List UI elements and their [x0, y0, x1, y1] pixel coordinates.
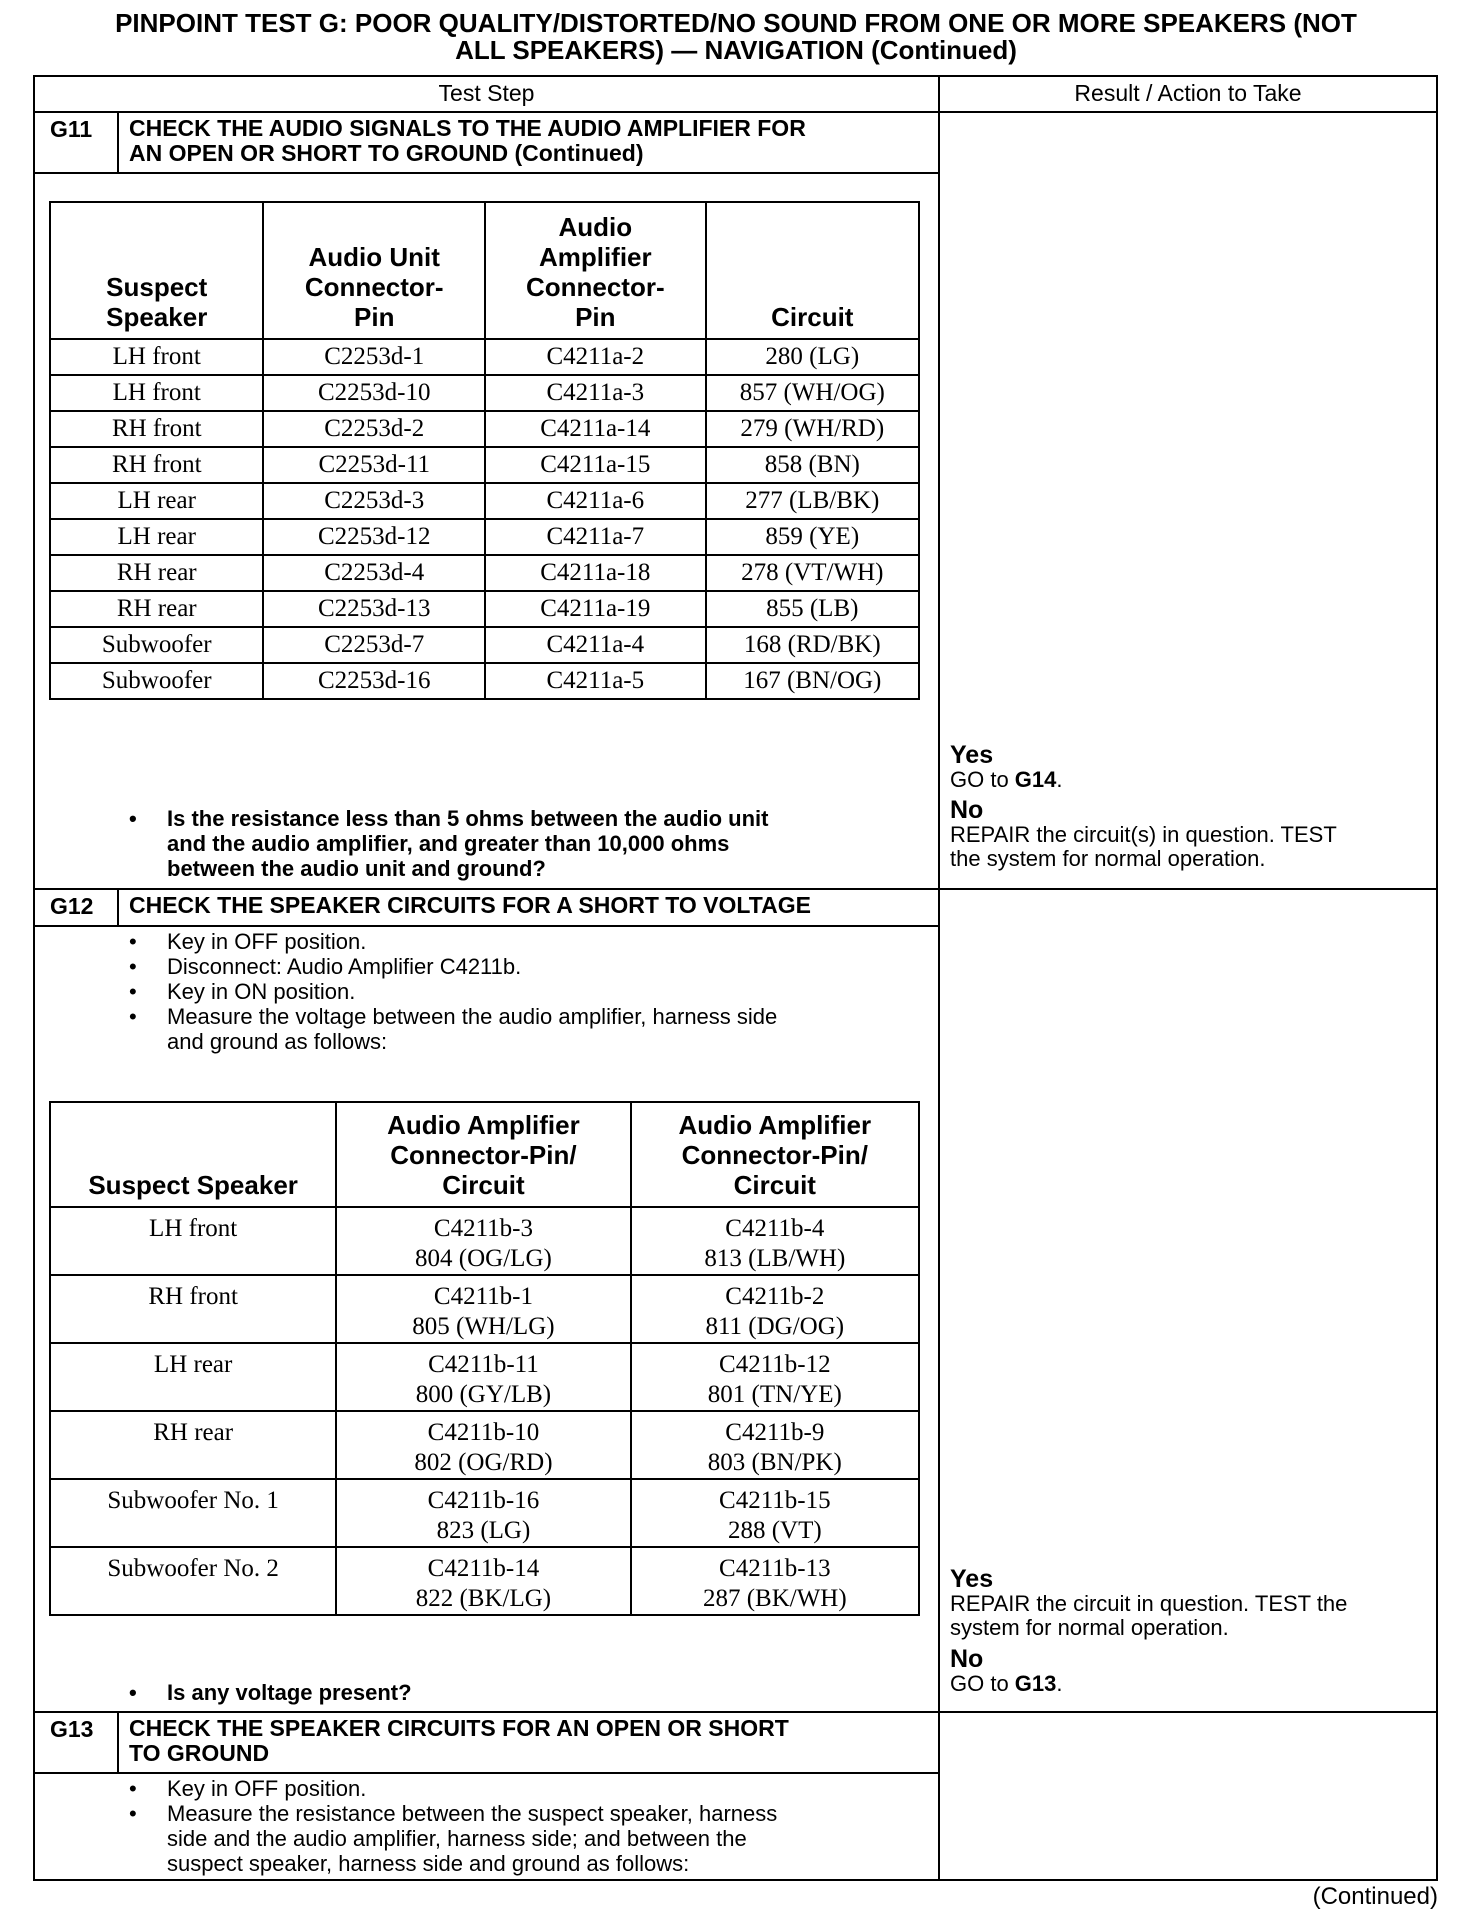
circuit-cell: 859 (YE)	[706, 519, 919, 555]
amplifier-pin-b-cell	[631, 1207, 919, 1275]
page-title-line1: PINPOINT TEST G: POOR QUALITY/DISTORTED/NO SOUND FROM ONE OR MORE SPEAKERS (NOT	[115, 8, 1357, 38]
column-header-audio-amplifier-pin	[485, 202, 706, 339]
g13-instructions	[35, 1776, 935, 1876]
circuit-cell: 280 (LG)	[706, 339, 919, 375]
header-line: Audio	[558, 212, 633, 242]
header-line: Circuit	[733, 1170, 816, 1200]
amplifier-pin-cell: C4211a-3	[485, 375, 706, 411]
page-title-line2: ALL SPEAKERS) — NAVIGATION (Continued)	[455, 35, 1017, 65]
action-text: GO to	[950, 1671, 1015, 1696]
header-line: Suspect Speaker	[88, 1170, 298, 1200]
action-text: GO to	[950, 767, 1015, 792]
header-line: Connector-Pin/	[681, 1140, 868, 1170]
connector-pin: C4211b-9	[725, 1419, 825, 1446]
question-line: and the audio amplifier, and greater than 10,000 ohms	[167, 831, 730, 856]
amplifier-pin-cell: C4211a-5	[485, 663, 706, 699]
column-header-circuit	[706, 202, 919, 339]
circuit-cell: 857 (WH/OG)	[706, 375, 919, 411]
speaker-cell: Subwoofer No. 2	[50, 1547, 336, 1615]
speaker-cell: LH rear	[50, 483, 263, 519]
table-row	[50, 627, 919, 663]
no-label: No	[950, 796, 984, 824]
continued-label: (Continued)	[1312, 1883, 1438, 1910]
step-title-divider	[35, 925, 938, 927]
step-number-divider	[117, 111, 119, 173]
connector-pin: C4211b-2	[725, 1283, 825, 1310]
goto-step-link[interactable]: G13	[1014, 1671, 1057, 1696]
circuit-code: 803 (BN/PK)	[707, 1449, 842, 1476]
g11-table-body	[50, 339, 919, 699]
audio-unit-pin-cell: C2253d-12	[263, 519, 485, 555]
instruction-item: • Disconnect: Audio Amplifier C4211b.	[35, 954, 935, 979]
amplifier-pin-a-cell	[336, 1411, 630, 1479]
connector-pin: C4211b-12	[719, 1351, 831, 1378]
result-header: Result / Action to Take	[1074, 80, 1302, 106]
connector-pin: C4211b-16	[427, 1487, 540, 1514]
speaker-cell: LH front	[50, 1207, 336, 1275]
instruction-item: • Key in OFF position.	[35, 1776, 935, 1801]
step-title-divider	[35, 172, 938, 174]
g12-yes-action-line1: REPAIR the circuit in question. TEST the	[950, 1591, 1348, 1616]
column-divider	[938, 75, 940, 1881]
instruction-line: side and the audio amplifier, harness side; and between the	[167, 1826, 747, 1851]
audio-unit-pin-cell: C2253d-13	[263, 591, 485, 627]
audio-unit-pin-cell: C2253d-11	[263, 447, 485, 483]
header-line: Speaker	[106, 302, 208, 332]
instruction-item: • Key in OFF position.	[35, 929, 935, 954]
step-title-g13-line1: CHECK THE SPEAKER CIRCUITS FOR AN OPEN OR SHORT	[129, 1715, 789, 1741]
connector-pin: C4211b-10	[427, 1419, 540, 1446]
table-row	[50, 1479, 919, 1547]
table-row	[50, 411, 919, 447]
circuit-code: 801 (TN/YE)	[707, 1381, 842, 1408]
instruction-line: and ground as follows:	[167, 1029, 388, 1054]
no-label: No	[950, 1645, 984, 1673]
action-text: .	[1056, 1671, 1063, 1696]
speaker-cell: LH rear	[50, 1343, 336, 1411]
g12-result	[950, 1566, 1347, 1696]
amplifier-pin-cell: C4211a-18	[485, 555, 706, 591]
column-header-suspect-speaker	[50, 202, 263, 339]
header-line: Suspect	[106, 272, 208, 302]
column-header-suspect-speaker	[50, 1102, 336, 1207]
circuit-cell: 858 (BN)	[706, 447, 919, 483]
g12-no-action	[950, 1672, 1347, 1696]
speaker-cell: RH rear	[50, 1411, 336, 1479]
header-line: Audio Amplifier	[678, 1110, 872, 1140]
yes-label: Yes	[950, 1565, 994, 1593]
amplifier-pin-cell: C4211a-15	[485, 447, 706, 483]
g12-question-list	[35, 1680, 935, 1705]
g12-table-body	[50, 1207, 919, 1615]
step-divider	[35, 888, 1438, 890]
header-line: Pin	[575, 302, 616, 332]
amplifier-pin-a-cell	[336, 1547, 630, 1615]
connector-pin: C4211b-15	[719, 1487, 831, 1514]
table-row	[50, 1275, 919, 1343]
step-title-g11	[129, 116, 806, 166]
speaker-cell: Subwoofer	[50, 627, 263, 663]
step-title-g11-line1: CHECK THE AUDIO SIGNALS TO THE AUDIO AMPLIFIER FOR	[129, 115, 806, 141]
header-line: Pin	[354, 302, 395, 332]
question-line: between the audio unit and ground?	[167, 856, 546, 881]
amplifier-pin-cell: C4211a-6	[485, 483, 706, 519]
audio-unit-pin-cell: C2253d-1	[263, 339, 485, 375]
amplifier-pin-b-cell	[631, 1479, 919, 1547]
circuit-code: 287 (BK/WH)	[702, 1585, 847, 1612]
speaker-cell: LH rear	[50, 519, 263, 555]
amplifier-pin-cell: C4211a-2	[485, 339, 706, 375]
header-line: Circuit	[771, 302, 854, 332]
circuit-code: 823 (LG)	[436, 1517, 531, 1544]
table-row	[50, 339, 919, 375]
amplifier-pin-a-cell	[336, 1275, 630, 1343]
step-number-g12: G12	[50, 893, 94, 919]
connector-pin: C4211b-4	[725, 1215, 825, 1242]
g12-instructions	[35, 929, 935, 1054]
g11-connector-table	[49, 201, 920, 700]
instruction-item	[35, 1004, 935, 1054]
audio-unit-pin-cell: C2253d-4	[263, 555, 485, 591]
circuit-cell: 278 (VT/WH)	[706, 555, 919, 591]
circuit-code: 822 (BK/LG)	[415, 1585, 552, 1612]
amplifier-pin-b-cell	[631, 1275, 919, 1343]
amplifier-pin-a-cell	[336, 1343, 630, 1411]
amplifier-pin-a-cell	[336, 1479, 630, 1547]
connector-pin: C4211b-1	[433, 1283, 533, 1310]
amplifier-pin-cell: C4211a-7	[485, 519, 706, 555]
g11-question-list	[35, 806, 935, 881]
amplifier-pin-b-cell	[631, 1411, 919, 1479]
speaker-cell: Subwoofer No. 1	[50, 1479, 336, 1547]
speaker-cell: RH front	[50, 1275, 336, 1343]
amplifier-pin-cell: C4211a-19	[485, 591, 706, 627]
table-row	[50, 483, 919, 519]
table-row	[50, 555, 919, 591]
audio-unit-pin-cell: C2253d-16	[263, 663, 485, 699]
speaker-cell: Subwoofer	[50, 663, 263, 699]
table-row	[50, 519, 919, 555]
step-title-g11-line2: AN OPEN OR SHORT TO GROUND (Continued)	[129, 140, 644, 166]
instruction-line: • Measure the voltage between the audio amplifier, harness side	[167, 1004, 778, 1029]
step-title-g13-line2: TO GROUND	[129, 1740, 270, 1766]
circuit-cell: 167 (BN/OG)	[706, 663, 919, 699]
header-line: Audio Amplifier	[387, 1110, 580, 1140]
connector-pin: C4211b-3	[433, 1215, 533, 1242]
header-line: Amplifier	[538, 242, 652, 272]
table-row	[50, 663, 919, 699]
amplifier-pin-a-cell	[336, 1207, 630, 1275]
instruction-line: • Measure the resistance between the suspect speaker, harness	[167, 1801, 778, 1826]
circuit-cell: 855 (LB)	[706, 591, 919, 627]
test-step-header: Test Step	[438, 80, 535, 106]
circuit-cell: 279 (WH/RD)	[706, 411, 919, 447]
table-header-row	[50, 1102, 919, 1207]
audio-unit-pin-cell: C2253d-10	[263, 375, 485, 411]
amplifier-pin-cell: C4211a-4	[485, 627, 706, 663]
circuit-code: 802 (OG/RD)	[414, 1449, 553, 1476]
circuit-cell: 277 (LB/BK)	[706, 483, 919, 519]
instruction-item	[35, 1801, 935, 1876]
action-text: .	[1056, 767, 1063, 792]
g12-question: • Is any voltage present?	[35, 1680, 935, 1705]
column-header-amplifier-pin-a	[336, 1102, 630, 1207]
column-header-audio-unit-pin	[263, 202, 485, 339]
step-number-divider	[117, 888, 119, 926]
header-line: Connector-	[525, 272, 665, 302]
speaker-cell: LH front	[50, 375, 263, 411]
step-number-g11: G11	[50, 116, 93, 142]
amplifier-pin-cell: C4211a-14	[485, 411, 706, 447]
connector-pin: C4211b-11	[428, 1351, 539, 1378]
step-title-g12: CHECK THE SPEAKER CIRCUITS FOR A SHORT TO VOLTAGE	[129, 892, 811, 918]
table-row	[50, 591, 919, 627]
instruction-item: • Key in ON position.	[35, 979, 935, 1004]
amplifier-pin-b-cell	[631, 1547, 919, 1615]
circuit-cell: 168 (RD/BK)	[706, 627, 919, 663]
column-header-amplifier-pin-b	[631, 1102, 919, 1207]
circuit-code: 805 (WH/LG)	[412, 1313, 555, 1340]
speaker-cell: LH front	[50, 339, 263, 375]
yes-label: Yes	[950, 741, 994, 769]
connector-pin: C4211b-13	[719, 1555, 831, 1582]
g12-yes-action-line2: system for normal operation.	[950, 1615, 1229, 1640]
g11-no-action-line1: REPAIR the circuit(s) in question. TEST	[950, 822, 1337, 847]
g11-no-action-line2: the system for normal operation.	[950, 846, 1266, 871]
step-title-g13	[129, 1716, 789, 1766]
header-line: Circuit	[442, 1170, 525, 1200]
step-number-divider	[117, 1711, 119, 1773]
audio-unit-pin-cell: C2253d-7	[263, 627, 485, 663]
header-line: Connector-	[304, 272, 444, 302]
g12-voltage-table	[49, 1101, 920, 1616]
table-row	[50, 375, 919, 411]
step-title-divider	[35, 1772, 938, 1774]
circuit-code: 804 (OG/LG)	[415, 1245, 552, 1272]
goto-step-link[interactable]: G14	[1014, 767, 1057, 792]
table-row	[50, 1411, 919, 1479]
audio-unit-pin-cell: C2253d-3	[263, 483, 485, 519]
instruction-line: suspect speaker, harness side and ground as follows:	[167, 1851, 690, 1876]
audio-unit-pin-cell: C2253d-2	[263, 411, 485, 447]
table-row	[50, 1207, 919, 1275]
speaker-cell: RH rear	[50, 555, 263, 591]
speaker-cell: RH rear	[50, 591, 263, 627]
g11-yes-action	[950, 768, 1337, 792]
speaker-cell: RH front	[50, 447, 263, 483]
table-header-row	[50, 202, 919, 339]
g11-question	[35, 806, 935, 881]
circuit-code: 288 (VT)	[727, 1517, 822, 1544]
question-line: • Is the resistance less than 5 ohms between the audio unit	[167, 806, 769, 831]
table-row	[50, 1547, 919, 1615]
connector-pin: C4211b-14	[427, 1555, 540, 1582]
table-row	[50, 1343, 919, 1411]
table-row	[50, 447, 919, 483]
circuit-code: 800 (GY/LB)	[415, 1381, 552, 1408]
header-divider	[35, 111, 1438, 113]
step-number-g13: G13	[50, 1716, 94, 1742]
amplifier-pin-b-cell	[631, 1343, 919, 1411]
circuit-code: 811 (DG/OG)	[705, 1313, 845, 1340]
header-line: Connector-Pin/	[390, 1140, 577, 1170]
g11-result	[950, 742, 1337, 871]
step-divider	[35, 1711, 1438, 1713]
header-line: Audio Unit	[308, 242, 440, 272]
speaker-cell: RH front	[50, 411, 263, 447]
page-title	[0, 10, 1472, 64]
circuit-code: 813 (LB/WH)	[704, 1245, 846, 1272]
